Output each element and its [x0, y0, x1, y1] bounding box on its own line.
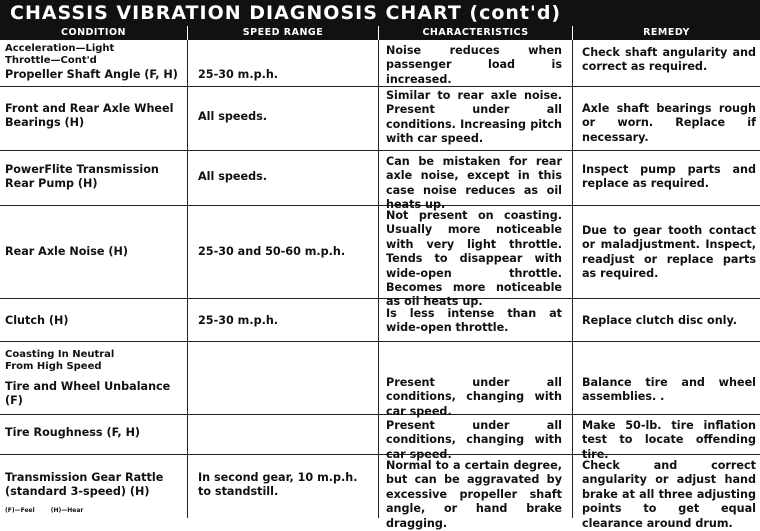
- speed-cell: 25-30 and 50-60 m.p.h.: [198, 245, 346, 258]
- remedy-cell: Inspect pump parts and replace as required.: [582, 163, 756, 191]
- characteristics-cell: Can be mistaken for rear axle noise, except in this case noise reduces as oil heats up.: [386, 155, 562, 212]
- condition-cell: Clutch (H): [5, 314, 69, 327]
- chart-title: CHASSIS VIBRATION DIAGNOSIS CHART (cont'd): [0, 0, 760, 26]
- legend: [5, 507, 97, 514]
- section-heading: Acceleration—Light Throttle—Cont'd: [5, 43, 115, 66]
- column-header-speed-range: SPEED RANGE: [188, 26, 378, 40]
- remedy-cell: Axle shaft bearings rough or worn. Replace if necessary.: [582, 102, 756, 144]
- condition-cell: PowerFlite Transmission Rear Pump (H): [5, 163, 159, 191]
- speed-cell: All speeds.: [198, 170, 267, 183]
- characteristics-cell: Present under all conditions, changing with car speed.: [386, 419, 562, 461]
- legend-feel: (F)—Feel: [5, 507, 35, 514]
- remedy-cell: Check shaft angularity and correct as required.: [582, 46, 756, 74]
- remedy-cell: Replace clutch disc only.: [582, 314, 738, 327]
- condition-cell: Tire Roughness (F, H): [5, 426, 141, 439]
- remedy-cell: Balance tire and wheel assemblies. .: [582, 376, 756, 404]
- row-divider: [0, 414, 760, 415]
- characteristics-cell: Is less intense than at wide-open throttle.: [386, 307, 562, 335]
- remedy-cell: Make 50-lb. tire inflation test to locate offending tire.: [582, 419, 756, 461]
- characteristics-cell: Not present on coasting. Usually more noticeable with very light throttle. Tends to disappear with wide-open throttle. Becomes more noticeable as oil heats up.: [386, 209, 562, 309]
- condition-cell: Transmission Gear Rattle (standard 3-speed) (H): [5, 471, 164, 499]
- column-header-remedy: REMEDY: [573, 26, 760, 40]
- column-divider: [378, 40, 379, 518]
- condition-cell: Rear Axle Noise (H): [5, 245, 128, 258]
- column-header-condition: CONDITION: [0, 26, 187, 40]
- characteristics-cell: Present under all conditions, changing with car speed.: [386, 376, 562, 418]
- row-divider: [0, 205, 760, 206]
- condition-cell: Tire and Wheel Unbalance (F): [5, 380, 171, 408]
- characteristics-cell: Noise reduces when passenger load is increased.: [386, 44, 562, 86]
- speed-cell: All speeds.: [198, 110, 267, 123]
- speed-cell: 25-30 m.p.h.: [198, 68, 279, 81]
- row-divider: [0, 341, 760, 342]
- remedy-cell: Due to gear tooth contact or maladjustment. Inspect, readjust or replace parts as required.: [582, 224, 756, 281]
- row-divider: [0, 298, 760, 299]
- characteristics-cell: Similar to rear axle noise. Present under all conditions. Increasing pitch with car speed.: [386, 89, 562, 146]
- characteristics-cell: Normal to a certain degree, but can be aggravated by excessive propeller shaft angle, or hand brake dragging.: [386, 459, 562, 530]
- section-heading: Coasting In Neutral From High Speed: [5, 349, 115, 372]
- row-divider: [0, 150, 760, 151]
- column-divider: [572, 40, 573, 518]
- legend-hear: (H)—Hear: [50, 507, 84, 514]
- remedy-cell: Check and correct angularity or adjust hand brake at all three adjusting points to get equal clearance around drum.: [582, 459, 756, 530]
- condition-cell: Front and Rear Axle Wheel Bearings (H): [5, 102, 174, 130]
- row-divider: [0, 86, 760, 87]
- condition-cell: Propeller Shaft Angle (F, H): [5, 68, 178, 81]
- column-header-characteristics: CHARACTERISTICS: [379, 26, 572, 40]
- column-divider: [187, 40, 188, 518]
- speed-cell: 25-30 m.p.h.: [198, 314, 279, 327]
- speed-cell: In second gear, 10 m.p.h. to standstill.: [198, 471, 358, 499]
